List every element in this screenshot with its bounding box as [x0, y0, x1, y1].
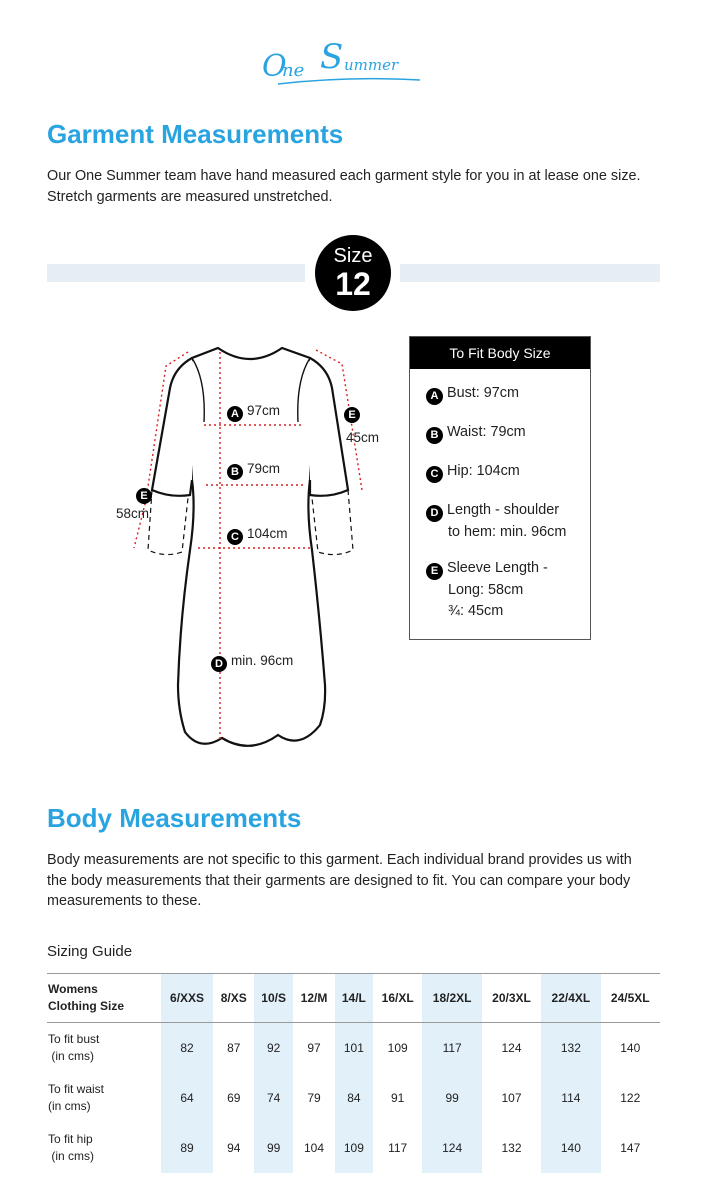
table-row-waist — [47, 1073, 660, 1123]
table-row-bust — [47, 1023, 660, 1074]
badge-e-icon: E — [136, 488, 152, 504]
table-cell: 87 — [227, 1041, 241, 1055]
table-cell: 132 — [541, 1023, 600, 1074]
table-cell: 122 — [620, 1091, 641, 1105]
svg-text:O: O — [262, 49, 287, 84]
table-cell: 91 — [390, 1091, 405, 1105]
table-cell: 94 — [227, 1141, 241, 1155]
garment-intro-line1: Our One Summer team have hand measured each garment style for you in at lease one size. — [47, 168, 641, 184]
table-cell: 132 — [501, 1141, 522, 1155]
table-cell: 117 — [388, 1141, 408, 1155]
size-header: 18/2XL — [422, 974, 481, 1023]
badge-a-icon: A — [227, 406, 243, 422]
garment-measurements-heading: Garment Measurements — [47, 119, 344, 149]
divider-band-right — [400, 264, 660, 282]
table-cell: 140 — [620, 1041, 641, 1055]
size-header: 22/4XL — [541, 974, 600, 1023]
table-header-row — [47, 974, 660, 1023]
diagram-label-sleeve-long-badge — [136, 485, 156, 504]
fit-item-hip: C Hip: 104cm — [426, 461, 520, 483]
dress-diagram — [110, 330, 410, 760]
size-header: 16/XL — [373, 974, 423, 1023]
badge-e-icon: E — [344, 407, 360, 423]
badge-d-icon: D — [211, 656, 227, 672]
svg-text:S: S — [320, 37, 344, 77]
diagram-label-sleeve-34-badge — [344, 404, 364, 423]
garment-intro-line2: Stretch garments are measured unstretched. — [47, 188, 333, 205]
size-header: 14/L — [335, 974, 373, 1023]
table-cell: 89 — [161, 1123, 214, 1173]
size-badge-label: Size — [333, 245, 373, 267]
fit-item-waist: B Waist: 79cm — [426, 422, 526, 444]
body-measurements-heading: Body Measurements — [47, 803, 302, 833]
diagram-label-hip: C 104cm — [227, 526, 288, 545]
diagram-label-length: D min. 96cm — [211, 653, 293, 672]
diagram-label-waist: B 79cm — [227, 461, 280, 480]
fit-body-size-box — [409, 336, 591, 640]
table-cell: 99 — [422, 1073, 481, 1123]
row-label: To fit bust (in cms) — [48, 1032, 100, 1063]
right-sleeve — [310, 358, 348, 496]
size-header: 20/3XL — [482, 974, 541, 1023]
fit-item-sleeve: E Sleeve Length - Long: 58cm ¾: 45cm — [426, 558, 548, 622]
badge-e-icon: E — [426, 563, 443, 580]
size-badge-value: 12 — [335, 266, 371, 302]
table-cell: 92 — [254, 1023, 293, 1074]
svg-text:ummer: ummer — [344, 56, 399, 74]
table-cell: 69 — [227, 1091, 241, 1105]
size-header: 12/M — [293, 974, 335, 1023]
table-cell: 74 — [254, 1073, 293, 1123]
header-clothing-size: Womens Clothing Size — [47, 974, 161, 1023]
garment-intro — [47, 166, 667, 207]
table-cell: 124 — [422, 1123, 481, 1173]
one-summer-logo — [258, 18, 448, 98]
table-cell: 109 — [387, 1041, 408, 1055]
table-cell: 101 — [335, 1023, 373, 1074]
table-cell: 117 — [422, 1023, 481, 1074]
divider-band-left — [47, 264, 305, 282]
table-cell: 79 — [307, 1091, 321, 1105]
diagram-label-sleeve-34: 45cm — [346, 430, 380, 445]
badge-d-icon: D — [426, 505, 443, 522]
table-cell: 109 — [335, 1123, 373, 1173]
table-row-hip — [47, 1123, 660, 1173]
row-label: To fit hip (in cms) — [48, 1132, 95, 1163]
table-cell: 147 — [620, 1141, 641, 1155]
diagram-label-sleeve-long: 58cm — [116, 506, 150, 521]
table-cell: 124 — [501, 1041, 522, 1055]
table-cell: 99 — [254, 1123, 293, 1173]
fit-box-title: To Fit Body Size — [410, 337, 590, 369]
sizing-guide-table — [47, 973, 660, 1173]
left-sleeve — [152, 358, 192, 496]
sizing-guide-title: Sizing Guide — [47, 943, 133, 960]
table-cell: 104 — [303, 1141, 325, 1155]
table-cell: 64 — [161, 1073, 214, 1123]
badge-c-icon: C — [426, 466, 443, 483]
body-intro: Body measurements are not specific to this garment. Each individual brand provides us with the body measurements that their garments are designed to fit. You can compare your body measurements to these. — [47, 852, 632, 909]
size-header: 8/XS — [213, 974, 254, 1023]
size-header: 24/5XL — [601, 974, 660, 1023]
table-cell: 84 — [335, 1073, 373, 1123]
fit-item-bust: A Bust: 97cm — [426, 383, 519, 405]
fit-item-length: D Length - shoulder to hem: min. 96cm — [426, 500, 566, 543]
table-cell: 97 — [307, 1041, 321, 1055]
size-header: 10/S — [254, 974, 293, 1023]
badge-c-icon: C — [227, 529, 243, 545]
badge-a-icon: A — [426, 388, 443, 405]
row-label: To fit waist (in cms) — [48, 1082, 105, 1113]
svg-text:ne: ne — [282, 60, 305, 81]
size-badge — [315, 235, 391, 311]
badge-b-icon: B — [227, 464, 243, 480]
diagram-label-bust: A 97cm — [227, 403, 280, 422]
table-cell: 107 — [501, 1091, 522, 1105]
badge-b-icon: B — [426, 427, 443, 444]
table-cell: 114 — [541, 1073, 600, 1123]
table-cell: 140 — [541, 1123, 600, 1173]
table-cell: 82 — [161, 1023, 214, 1074]
size-header: 6/XXS — [161, 974, 214, 1023]
